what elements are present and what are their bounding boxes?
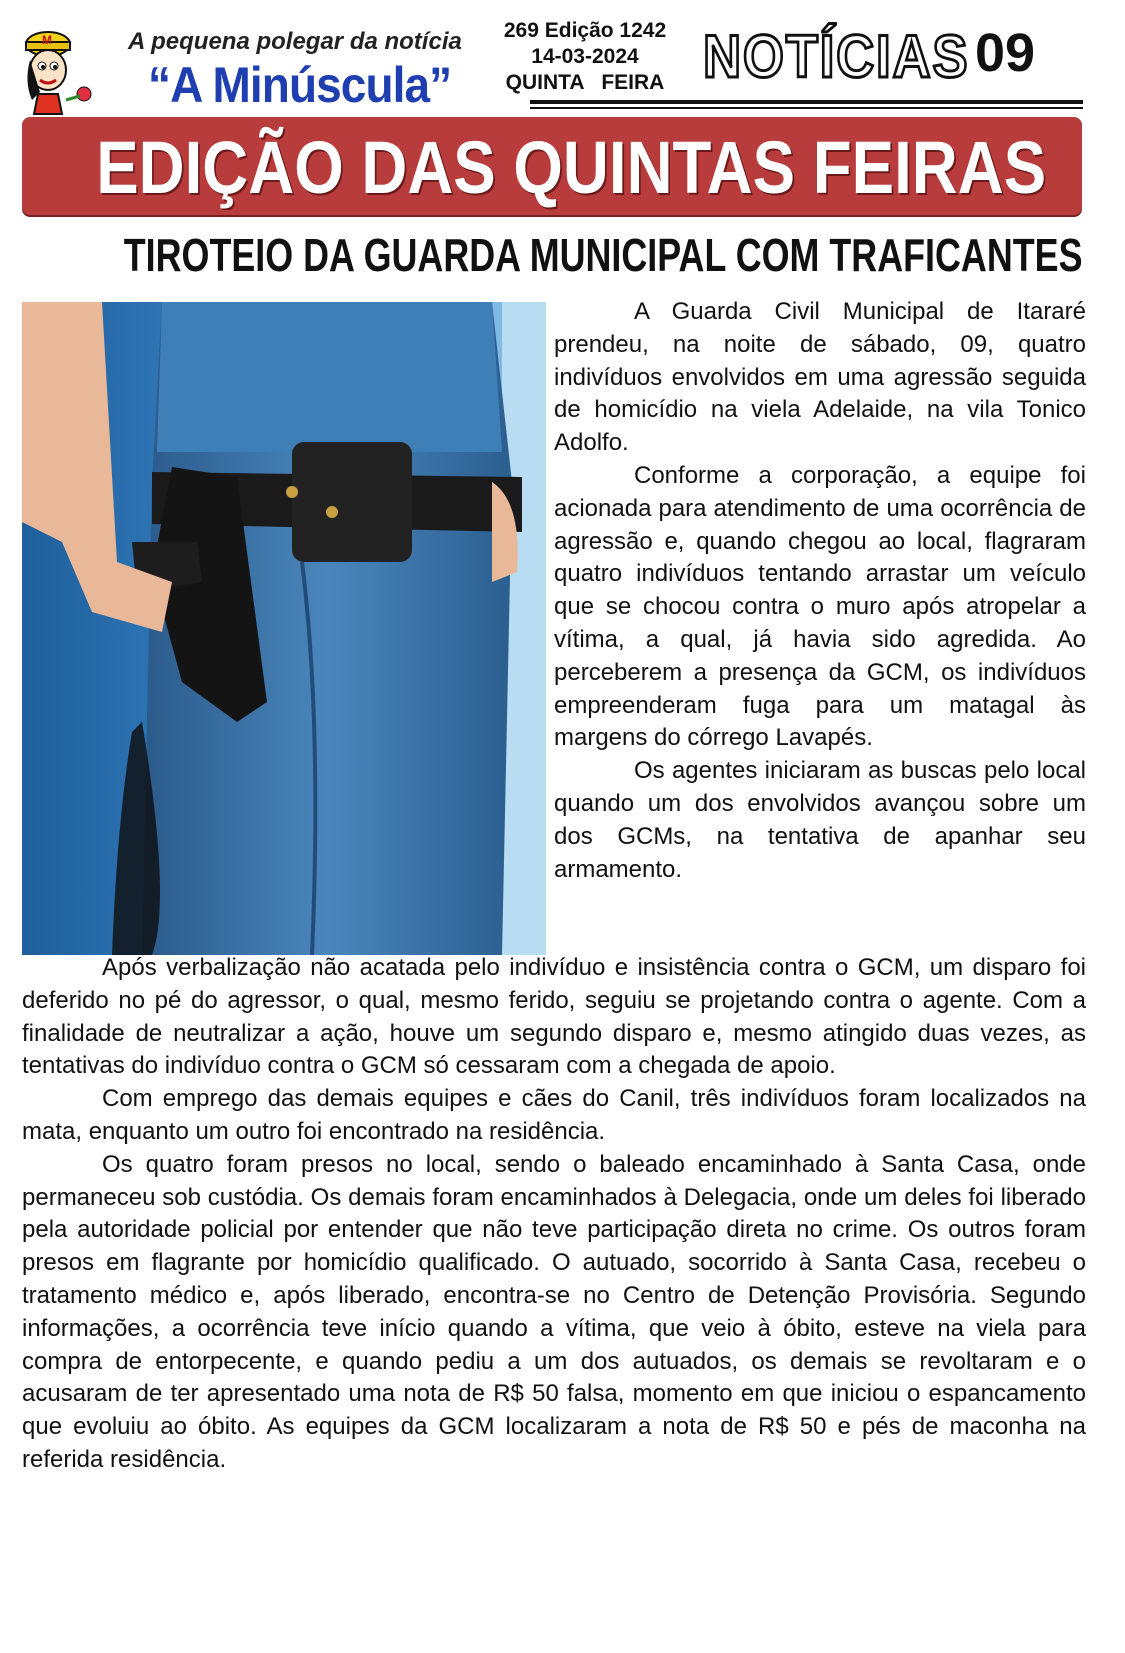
edition-date: 14-03-2024 (531, 45, 639, 68)
article-paragraph: Os agentes iniciaram as buscas pelo local quando um dos envolvidos avançou sobre um dos GCMs, na tentativa de apanhar seu armamento. (554, 757, 1086, 883)
masthead (0, 0, 1125, 115)
newspaper-name: “A Minúscula” (148, 57, 452, 113)
article-body (22, 952, 1086, 1477)
page-number: 09 (975, 23, 1036, 83)
svg-text:M: M (42, 33, 52, 47)
edition-number: 269 Edição 1242 (503, 19, 667, 42)
article-paragraph: Os quatro foram presos no local, sendo o baleado encaminhado à Santa Casa, onde permaneceu sob custódia. Os demais foram encaminhados à Delegacia, onde um deles foi liberado pela autoridade policial por entender que não teve participação direta no crime. Os outros foram presos em flagrante por homicídio qualificado. O autuado, socorrido à Santa Casa, recebeu o tratamento médico e, após liberado, encontra-se no Centro de Detenção Provisória. Segundo informações, a ocorrência teve início quando a vítima, que veio à óbito, esteve na viela para compra de entorpecente, e quando pediu a um dos autuados, os demais se revoltaram e o acusaram de ter apresentado uma nota de R$ 50 falsa, momento em que iniciou o espancamento que evoluiu ao óbito. As equipes da GCM localizaram a nota de R$ 50 e pés de maconha na referida residência. (22, 1150, 1086, 1473)
edition-weekday: QUINTA FEIRA (505, 71, 665, 94)
cartoon-mascot-icon (18, 22, 128, 118)
article-paragraph: A Guarda Civil Municipal de Itararé prendeu, na noite de sábado, 09, quatro indivíduos envolvidos em uma agressão seguida de homicídio na viela Adelaide, na vila Tonico Adolfo. (554, 298, 1086, 457)
tagline: A pequena polegar da notícia (128, 28, 462, 55)
edition-info (485, 18, 685, 96)
article-paragraph: Com emprego das demais equipes e cães do Canil, três indivíduos foram localizados na mata, enquanto um outro foi encontrado na residência. (22, 1085, 1086, 1145)
article-headline: TIROTEIO DA GUARDA MUNICIPAL COM TRAFICANTES (123, 229, 1083, 281)
divider (530, 100, 1083, 104)
section-name: NOTÍCIAS (703, 23, 970, 90)
police-officer-holster-photo (22, 302, 546, 955)
edition-banner (22, 117, 1082, 215)
banner-text: EDIÇÃO DAS QUINTAS FEIRAS (96, 126, 1047, 209)
article-paragraph: Conforme a corporação, a equipe foi acionada para atendimento de uma ocorrência de agressão e, quando chegou ao local, flagraram quatro indivíduos tentando arrastar um veículo que se chocou contra o muro após atropelar a vítima, a qual, já havia sido agredida. Ao perceberem a presença da GCM, os indivíduos empreenderam fuga para um matagal às margens do córrego Lavapés. (554, 461, 1086, 752)
section-header (703, 18, 1083, 98)
article-paragraph: Após verbalização não acatada pelo indivíduo e insistência contra o GCM, um disparo foi deferido no pé do agressor, o qual, mesmo ferido, seguiu se projetando contra o agente. Com a finalidade de neutralizar a ação, houve um segundo disparo e, mesmo atingido duas vezes, as tentativas do indivíduo contra o GCM só cessaram com a chegada de apoio. (22, 954, 1086, 1080)
article-column (554, 296, 1086, 886)
divider (530, 107, 1083, 109)
